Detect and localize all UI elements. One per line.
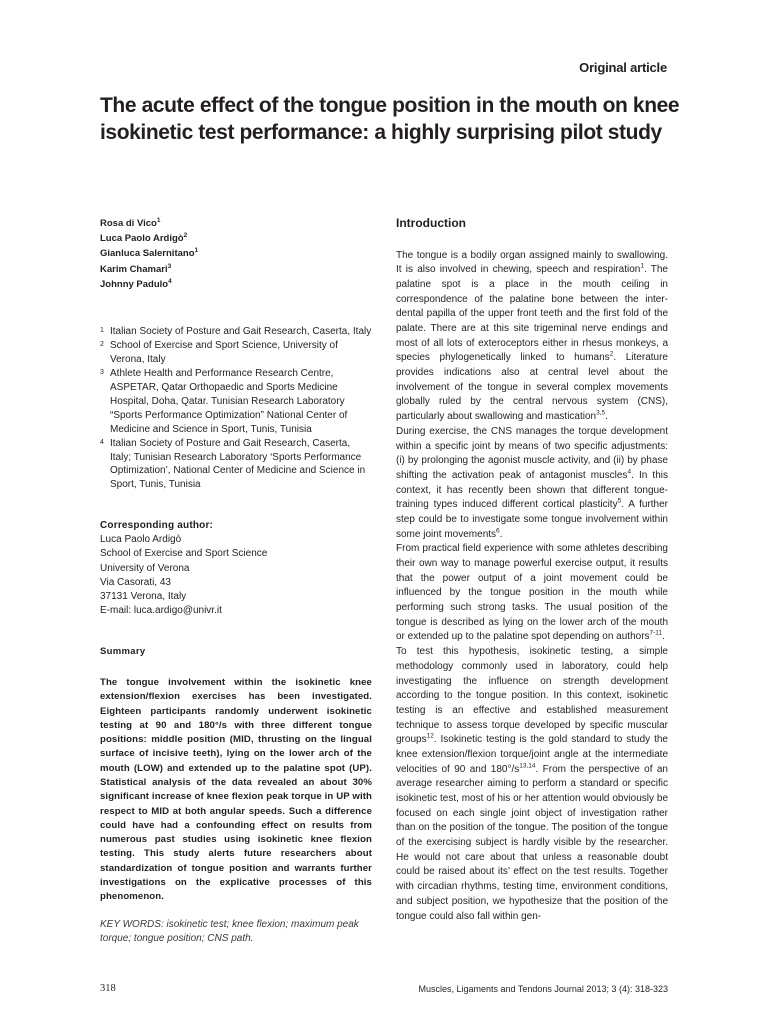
summary-text: The tongue involvement within the isokinetic knee extension/flexion exercises has been investigated. Eighteen participants randomly underwent isokinetic testing at 90 and 180°/s with three different tongue positions: middle position (MID, thrusting on the lingual surface of incisive teeth), lying on the lower arch of the mouth (LOW) and extended up to the palatine spot (UP). Statistical analysis of the data revealed an about 30% significant increase of knee flexion peak torque in UP with respect to MID at both angular speeds. Such a difference could have had a confounding effect on results from numerous past studies using isokinetic knee flexion testing. This study alerts future researchers about standardization of tongue position and warrants further investigations on the explicative processes of this phenomenon. — [100, 676, 372, 903]
corresponding-line: School of Exercise and Sport Science — [100, 548, 268, 560]
summary-heading: Summary — [100, 645, 146, 657]
citation-ref: 2 — [609, 351, 614, 359]
author: Karim Chamari$^3$ — [100, 262, 172, 275]
citation-ref: 5 — [617, 497, 622, 505]
paragraph — [396, 542, 668, 645]
author: Luca Paolo Ardigò$^2$ — [100, 232, 188, 245]
citation-ref: 3,5 — [596, 409, 606, 417]
corresponding-author — [100, 519, 372, 618]
text-run: . From the perspective of an average researcher aiming to perform a standard or specific isokinetic test, most of his or her attention would obviously be focused on each single joint object of investigation rather than on the position of the tongue. The position of the tongue of the exercising subject is hardly visible by the researcher. He would not care about that unless a reasonable doubt could be raised about its’ effect on the test results. Together with circadian rhythms, testing time, environment conditions, and subject position, we hypothesize that the position of the tongue could also fall within gen- — [396, 763, 668, 922]
citation-ref: 6 — [496, 527, 500, 535]
text-run: During exercise, the CNS manages the torque development within a specific joint by means of two specific adjustments: (i) by prolonging the agonist muscle activity, and (ii) by phase shifting the activation peak of antagonist muscles — [396, 425, 668, 481]
corresponding-line: 37131 Verona, Italy — [100, 591, 187, 603]
journal-citation: Muscles, Ligaments and Tendons Journal 2013; 3 (4): 318-323 — [418, 984, 668, 994]
keywords: KEY WORDS: isokinetic test; knee flexion; maximum peak torque; tongue position; CNS path. — [100, 918, 359, 944]
corresponding-email[interactable]: E-mail: luca.ardigo@univr.it — [100, 605, 222, 617]
article-category: Original article — [579, 60, 667, 75]
text-run: To test this hypothesis, isokinetic testing, a simple methodology commonly used in laboratory, could help investigating the influence on strength development according to the tongue position. In this context, isokinetic testing is an effective and established measurement technique to assess torque developed by specific muscular groups — [396, 646, 668, 746]
paragraph — [396, 645, 668, 924]
page-number: 318 — [100, 983, 116, 994]
text-run: The tongue is a bodily organ assigned mainly to swallowing. It is also involved in chewing, speech and respiration — [396, 249, 668, 276]
author: Johnny Padulo$^4$ — [100, 277, 172, 290]
corresponding-heading: Corresponding author: — [100, 520, 214, 532]
text-run: . In this context, it has recently been shown that different tongue-training types induced different cortical plasticity — [396, 469, 668, 511]
affiliation: 3 Athlete Health and Performance Research Centre, ASPETAR, Qatar Orthopaedic and Sports Medicine Hospital, Doha, Qatar. Tunisian Research Laboratory “Sports Performance Optimization” National Center of Medicine and Science in Sport, Tunis, Tunisia — [100, 368, 348, 435]
corresponding-line: University of Verona — [100, 562, 190, 574]
citation-ref: 1 — [640, 262, 644, 270]
left-column — [100, 216, 372, 946]
author: Rosa di Vico$^1$ — [100, 216, 161, 229]
text-run: . A further step could be to investigate some tongue involvement within some joint movements — [396, 499, 668, 540]
text-run: . — [499, 528, 503, 540]
affiliation: 4 Italian Society of Posture and Gait Research, Caserta, Italy; Tunisian Research Laboratory ‘Sports Performance Optimization’, National Center of Medicine and Science in Sport, Tunis, Tunisia — [100, 437, 366, 491]
paragraph — [396, 425, 668, 543]
text-run: . — [605, 411, 608, 423]
citation-ref: 13,14 — [519, 762, 536, 770]
citation-ref: 4 — [627, 468, 632, 476]
affiliation: 1 Italian Society of Posture and Gait Research, Caserta, Italy — [100, 326, 372, 338]
citation-ref: 12 — [426, 732, 434, 740]
text-run: . The palatine spot is a place in the mouth ceiling in correspondence of the palatine bone between the inter-dental papilla of the upper front teeth and the first fold of the palate. There are at this site trigeminal nerve endings and most of all lots of exteroceptors either in rhesus monkeys, a species phylogenetically linked to humans — [396, 264, 668, 364]
affiliation: 2 School of Exercise and Sport Science, University of Verona, Italy — [100, 340, 338, 366]
citation-ref: 7-11 — [649, 630, 663, 638]
article-title: The acute effect of the tongue position in the mouth on knee isokinetic test performance: a highly surprising pilot study — [100, 94, 680, 144]
author-list — [100, 216, 372, 292]
affiliation-list — [100, 325, 372, 492]
text-run: . — [662, 631, 665, 643]
corresponding-line: Via Casorati, 43 — [100, 576, 171, 588]
text-run: . Literature provides indications also at central level about the involvement of the tongue in several complex movements globally ruled by the central nervous system (CNS), particularly about swallowing and mastication — [396, 352, 668, 423]
text-run: From practical field experience with some athletes describing their own way to manage powerful exercise output, it results that the power output of a joint movement could be influenced by the tongue position in the mouth while performing such strong tasks. The usual position of the tongue is described as lying on the lower arch of the mouth or extended up to the palatine spot depending on authors — [396, 543, 668, 643]
author: Gianluca Salernitano$^1$ — [100, 247, 199, 260]
corresponding-line: Luca Paolo Ardigò — [100, 534, 182, 546]
introduction-body — [396, 249, 668, 925]
introduction-heading: Introduction — [396, 216, 466, 230]
right-column — [396, 216, 668, 924]
text-run: . Isokinetic testing is the gold standard to study the knee extension/flexion torque/joint angle at the intermediate velocities of 90 and 180°/s — [396, 734, 668, 775]
paragraph — [396, 249, 668, 425]
